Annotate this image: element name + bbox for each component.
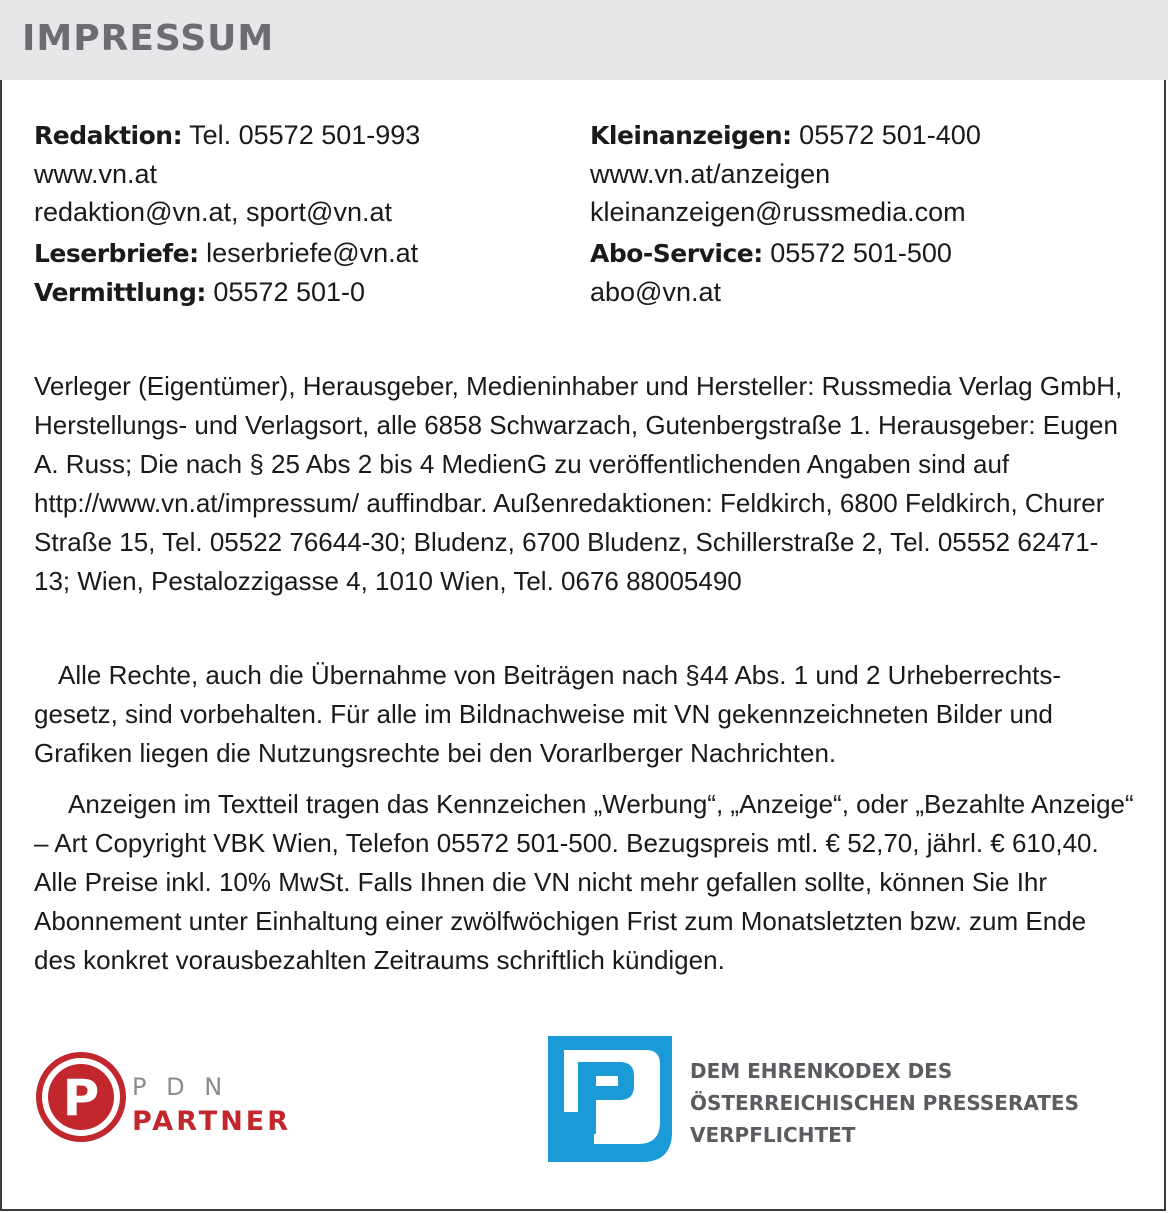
page-title: IMPRESSUM (22, 18, 275, 59)
abo-service-email: abo@vn.at (590, 277, 721, 307)
presserat-line3: VERPFLICHTET (690, 1123, 856, 1147)
redaktion-row (34, 116, 420, 155)
pdn-line1: P D N (132, 1073, 229, 1101)
leserbriefe-row (34, 234, 420, 273)
kleinanzeigen-label: Kleinanzeigen: (590, 121, 792, 150)
pdn-partner-logo (34, 1050, 304, 1150)
kleinanzeigen-phone: 05572 501-400 (799, 120, 981, 150)
rights-paragraph: Alle Rechte, auch die Übernahme von Beiträgen nach §44 Abs. 1 und 2 Urheberrechtsgesetz, sind vorbehalten. Für alle im Bildnachweise mit VN gekennzeichneten Bilder und Grafiken liegen die Nutzungsrechte bei den Vorarlberger Nachrichten. (34, 660, 1062, 768)
presserat-mark-p-hole (596, 1076, 618, 1086)
leserbriefe-label: Leserbriefe: (34, 239, 199, 268)
contact-column-right (590, 116, 981, 311)
vermittlung-phone: 05572 501-0 (213, 277, 366, 307)
vermittlung-row (34, 273, 420, 312)
abo-service-row (590, 234, 981, 273)
presserat-text (690, 1055, 1079, 1151)
kleinanzeigen-website: www.vn.at/anzeigen (590, 159, 831, 189)
pdn-line2: PARTNER (132, 1106, 292, 1137)
redaktion-website: www.vn.at (34, 159, 158, 189)
vermittlung-label: Vermittlung: (34, 278, 206, 307)
header-bar (0, 0, 1168, 80)
leserbriefe-email: leserbriefe@vn.at (206, 238, 419, 268)
pdn-letter: P (62, 1069, 100, 1127)
kleinanzeigen-row (590, 116, 981, 155)
presserat-line1: DEM EHRENKODEX DES (690, 1059, 953, 1083)
contact-column-left (34, 116, 420, 312)
kleinanzeigen-email: kleinanzeigen@russmedia.com (590, 197, 966, 227)
redaktion-label: Redaktion: (34, 121, 183, 150)
redaktion-email: redaktion@vn.at, sport@vn.at (34, 197, 392, 227)
abo-service-label: Abo-Service: (590, 239, 763, 268)
publisher-paragraph: Verleger (Eigentümer), Herausgeber, Medieninhaber und Hersteller: Russmedia Verlag GmbH, Herstellungs- und Verlagsort, alle 6858 Schwarzach, Gutenbergstraße 1. Herausgeber: Eugen A. Russ; Die nach § 25 Abs 2 bis 4 MedienG zu veröffentlichenden Angaben sind auf http://www.vn.at/impressum/ auffindbar. Außenredaktionen: Feldkirch, 6800 Feldkirch, Churer Straße 15, Tel. 05522 76644-30; Bludenz, 6700 Bludenz, Schillerstraße 2, Tel. 05552 62471-13; Wien, Pestalozzigasse 4, 1010 Wien, Tel. 0676 88005490 (34, 371, 1123, 596)
presserat-line2: ÖSTERREICHISCHEN PRESSERATES (690, 1091, 1079, 1115)
redaktion-phone: Tel. 05572 501-993 (189, 120, 421, 150)
presserat-logo (546, 1036, 676, 1162)
advertising-paragraph: Anzeigen im Textteil tragen das Kennzeichen „Werbung“, „Anzeige“, oder „Bezahlte Anzeige“ – Art Copyright VBK Wien, Telefon 05572 501-500. Bezugspreis mtl. € 52,70, jährl. € 610,40. Alle Preise inkl. 10% MwSt. Falls Ihnen die VN nicht mehr gefallen sollte, können Sie Ihr Abonnement unter Einhaltung einer zwölfwöchigen Frist zum Monatsletzten bzw. zum Ende des konkret vorausbezahlten Zeitraums schriftlich kündigen. (34, 789, 1134, 975)
abo-service-phone: 05572 501-500 (770, 238, 952, 268)
